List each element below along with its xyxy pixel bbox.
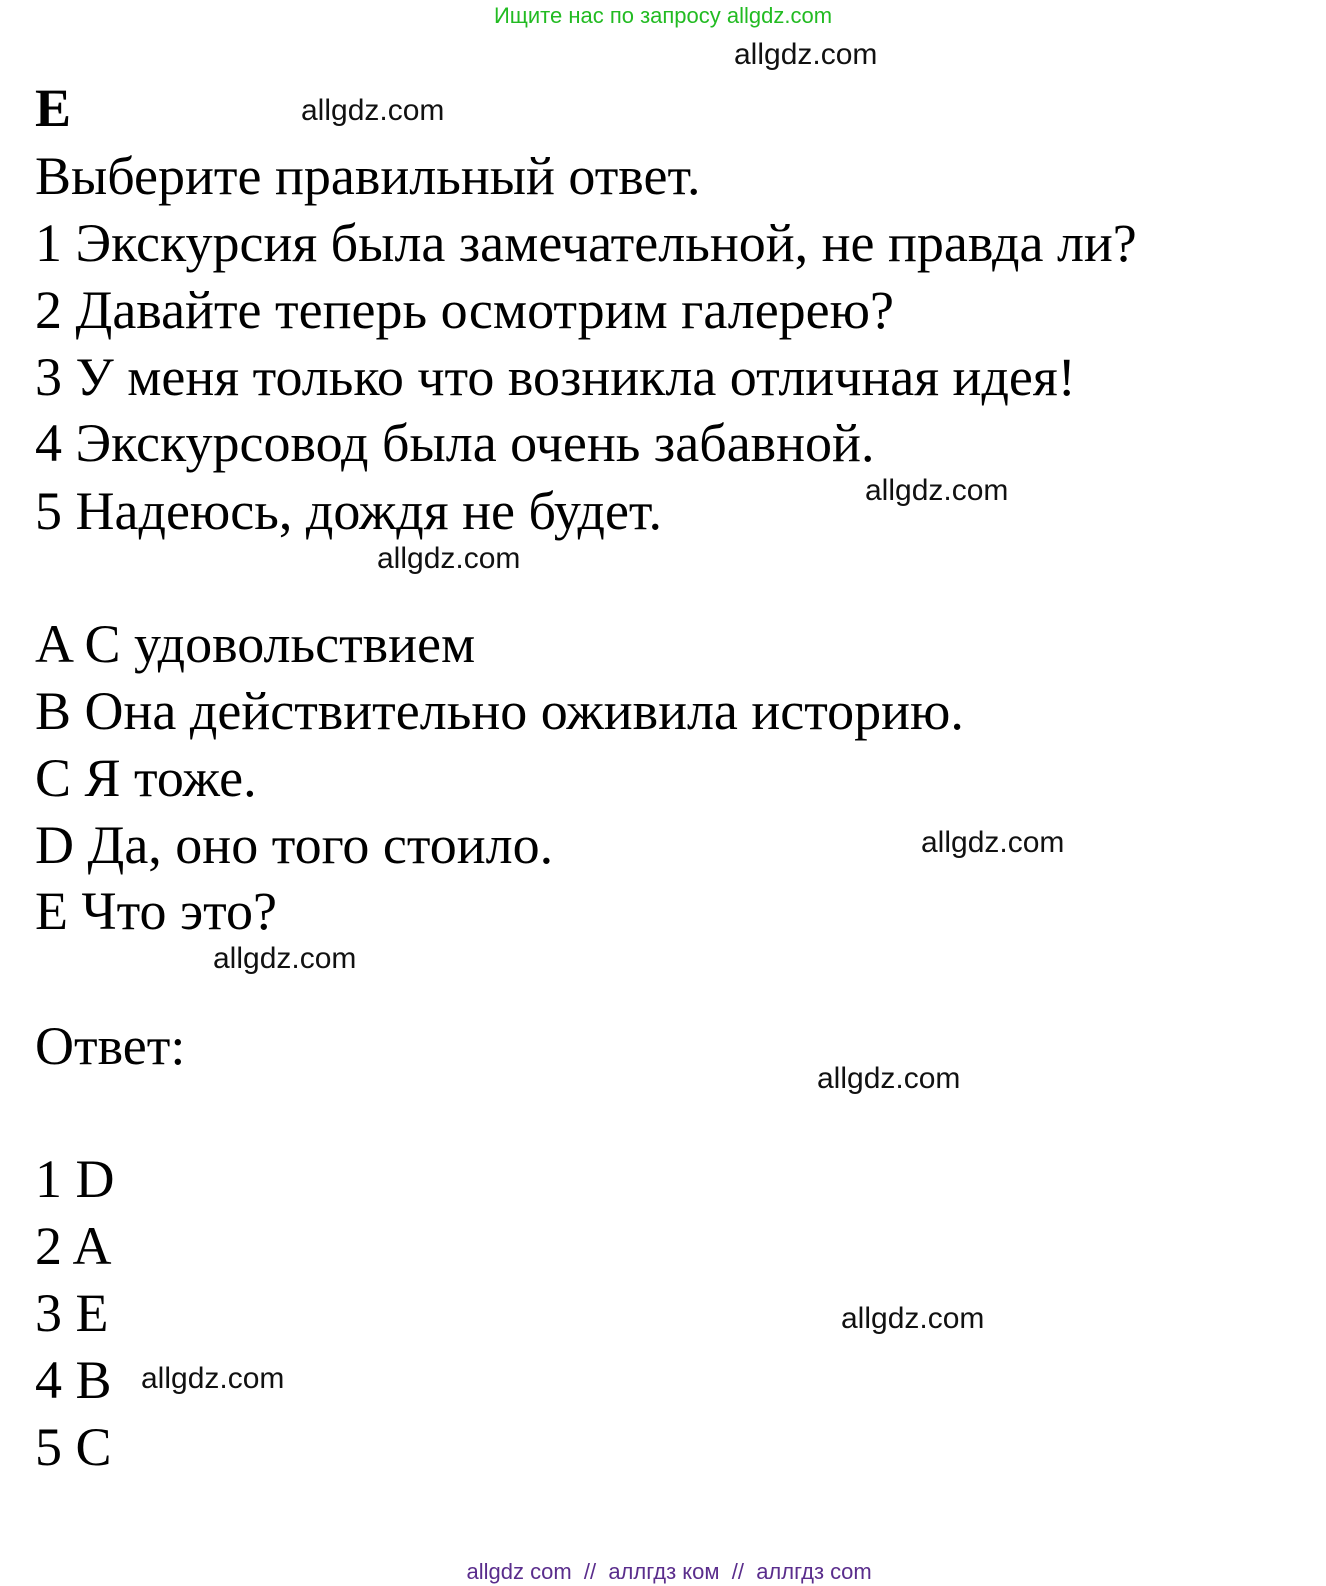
option-item: B Она действительно оживила историю. [35, 681, 964, 741]
watermark: allgdz.com [921, 826, 1065, 859]
option-item: A С удовольствием [35, 614, 476, 674]
question-item: 5 Надеюсь, дождя не будет. [35, 481, 662, 541]
watermark: allgdz.com [141, 1362, 285, 1395]
watermark: allgdz.com [213, 942, 357, 975]
answer-item: 5 C [35, 1417, 112, 1477]
question-item: 2 Давайте теперь осмотрим галерею? [35, 280, 894, 340]
top-banner[interactable] [0, 3, 1326, 29]
option-item: E Что это? [35, 881, 277, 941]
answer-item: 2 A [35, 1216, 112, 1276]
exercise-heading: E [35, 78, 72, 138]
watermark: allgdz.com [377, 542, 521, 575]
watermark: allgdz.com [865, 474, 1009, 507]
question-item: 4 Экскурсовод была очень забавной. [35, 413, 875, 473]
option-item: C Я тоже. [35, 748, 257, 808]
option-item: D Да, оно того стоило. [35, 815, 554, 875]
question-item: 1 Экскурсия была замечательной, не правда ли? [35, 213, 1137, 273]
watermark: allgdz.com [734, 38, 878, 71]
answer-item: 3 E [35, 1283, 109, 1343]
question-item: 3 У меня только что возникла отличная идея! [35, 347, 1076, 407]
answer-item: 1 D [35, 1149, 115, 1209]
answer-item: 4 B [35, 1350, 112, 1410]
footer-text[interactable]: allgdz com // аллгдз ком // аллгдз com [466, 1559, 872, 1584]
watermark: allgdz.com [301, 94, 445, 127]
banner-text[interactable]: Ищите нас по запросу allgdz.com [493, 3, 833, 28]
answer-label: Ответ: [35, 1016, 186, 1076]
footer-links[interactable] [0, 1530, 1326, 1586]
watermark: allgdz.com [817, 1062, 961, 1095]
watermark: allgdz.com [841, 1302, 985, 1335]
instruction: Выберите правильный ответ. [35, 146, 701, 206]
